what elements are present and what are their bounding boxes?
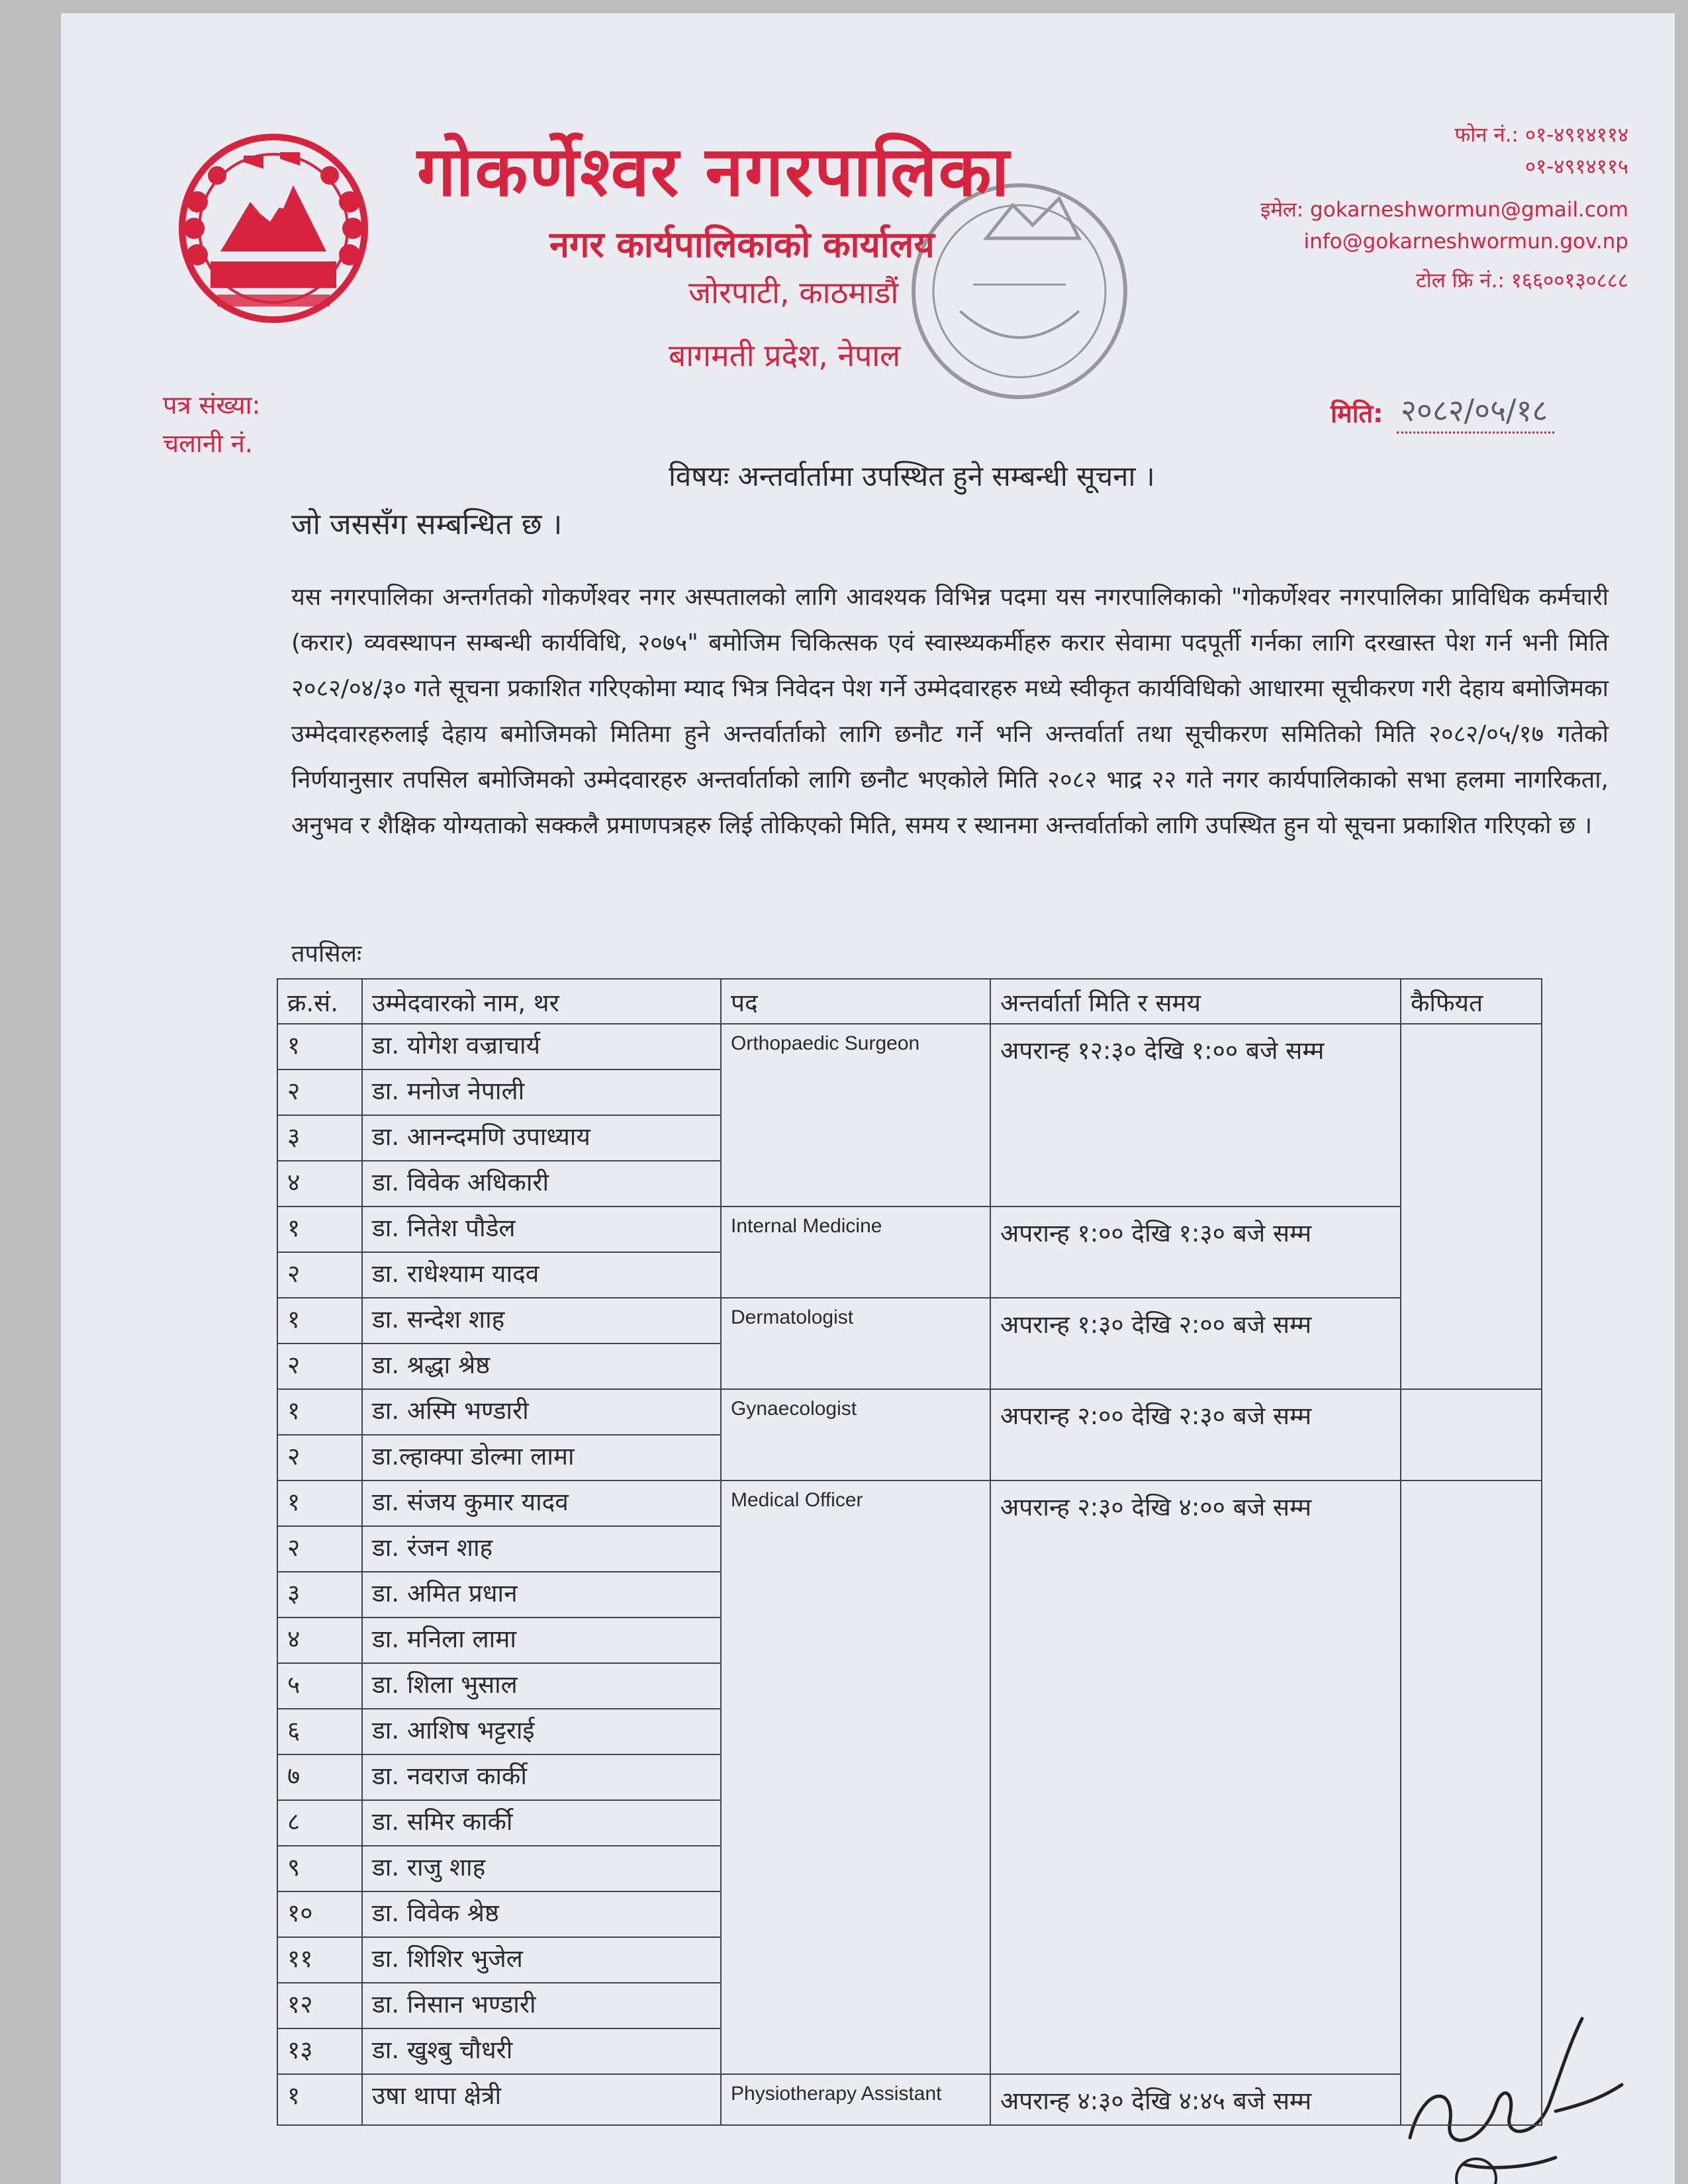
notice-body: यस नगरपालिका अन्तर्गतको गोकर्णेश्वर नगर अस्पतालको लागि आवश्यक विभिन्न पदमा यस नगरपालिकाको "गोकर्णेश्वर नगरपालिका प्राविधिक कर्मचारी (करार) व्यवस्थापन सम्बन्धी कार्यविधि, २०७५" बमोजिम चिकित्सक एवं स्वास्थ्यकर्मीहरु करार सेवामा पदपूर्ती गर्नका लागि दरखास्त पेश गर्न भनी मिति २०८२/०४/३० गते सूचना प्रकाशित गरिएकोमा म्याद भित्र निवेदन पेश गर्ने उम्मेदवारहरु मध्ये स्वीकृत कार्यविधिको आधारमा सूचीकरण गरी देहाय बमोजिमका उम्मेदवारहरुलाई देहाय बमोजिमको मितिमा हुने अन्तर्वार्ताको लागि छनौट गर्ने भनि अन्तर्वार्ता तथा सूचीकरण समितिको मिति २०८२/०५/१७ गतेको निर्णयानुसार तपसिल बमोजिमको उम्मेदवारहरु अन्तर्वार्ताको लागि छनौट भएकोले मिति २०८२ भाद्र २२ गते नगर कार्यपालिकाको सभा हलमा नागरिकता, अनुभव र शैक्षिक योग्यताको सक्कलै प्रमाणपत्रहरु लिई तोकिएको मिति, समय र स्थानमा अन्तर्वार्ताको लागि उपस्थित हुन यो सूचना प्रकाशित गरिएको छ । xyxy=(291,584,1609,839)
candidate-name-cell: उषा थापा क्षेत्री xyxy=(362,2074,721,2125)
interview-time-cell: अपरान्ह १२:३० देखि १:०० बजे सम्म xyxy=(990,1024,1401,1206)
serial-cell: ५ xyxy=(277,1663,362,1709)
date-value: २०८२/०५/१८ xyxy=(1397,389,1554,433)
post-cell: Dermatologist xyxy=(721,1298,990,1389)
candidate-name-cell: डा. मनोज नेपाली xyxy=(362,1069,721,1115)
interview-time-cell: अपरान्ह २:०० देखि २:३० बजे सम्म xyxy=(990,1389,1401,1480)
phone-1: फोन नं.: ०१-४९१४११४ xyxy=(1454,123,1628,147)
salutation: जो जससँग सम्बन्धित छ । xyxy=(291,508,563,541)
post-cell: Orthopaedic Surgeon xyxy=(721,1024,990,1206)
table-row xyxy=(277,2074,1542,2125)
serial-cell: २ xyxy=(277,1343,362,1389)
phone-2: ०१-४९१४११५ xyxy=(1524,155,1628,179)
subject-line: विषयः अन्तर्वार्तामा उपस्थित हुने सम्बन्धी सूचना । xyxy=(669,460,1155,492)
serial-cell: १ xyxy=(277,1206,362,1252)
candidate-name-cell: डा. राजु शाह xyxy=(362,1846,721,1891)
interview-time-cell: अपरान्ह १:०० देखि १:३० बजे सम्म xyxy=(990,1206,1401,1298)
serial-cell: २ xyxy=(277,1252,362,1298)
table-row xyxy=(277,1389,1542,1435)
candidate-name-cell: डा. सन्देश शाह xyxy=(362,1298,721,1343)
date-label: मिति: xyxy=(1331,399,1383,428)
table-body xyxy=(277,1024,1542,2125)
interview-time-cell: अपरान्ह २:३० देखि ४:०० बजे सम्म xyxy=(990,1480,1401,2074)
serial-cell: ६ xyxy=(277,1709,362,1754)
serial-cell: ८ xyxy=(277,1800,362,1846)
serial-cell: १ xyxy=(277,1480,362,1526)
serial-cell: १३ xyxy=(277,2028,362,2074)
serial-cell: १ xyxy=(277,1389,362,1435)
candidate-name-cell: डा. खुश्बु चौधरी xyxy=(362,2028,721,2074)
post-cell: Internal Medicine xyxy=(721,1206,990,1298)
interview-time-cell: अपरान्ह १:३० देखि २:०० बजे सम्म xyxy=(990,1298,1401,1389)
email-2: info@gokarneshwormun.gov.np xyxy=(1303,230,1628,253)
candidate-name-cell: डा. श्रद्धा श्रेष्ठ xyxy=(362,1343,721,1389)
serial-cell: ३ xyxy=(277,1572,362,1617)
candidate-name-cell: डा. संजय कुमार यादव xyxy=(362,1480,721,1526)
header-remarks: कैफियत xyxy=(1401,979,1542,1024)
municipality-title: गोकर्णेश्वर नगरपालिका xyxy=(417,131,1011,212)
table-row xyxy=(277,1480,1542,1526)
candidate-name-cell: डा. शिला भुसाल xyxy=(362,1663,721,1709)
remarks-cell xyxy=(1401,1480,1542,2125)
table-header-row xyxy=(277,979,1542,1024)
address-line-1: जोरपाटी, काठमाडौं xyxy=(688,275,899,310)
candidate-name-cell: डा. अस्मि भण्डारी xyxy=(362,1389,721,1435)
candidate-name-cell: डा. शिशिर भुजेल xyxy=(362,1937,721,1983)
candidate-name-cell: डा. आनन्दमणि उपाध्याय xyxy=(362,1115,721,1161)
header-post: पद xyxy=(721,979,990,1024)
candidate-name-cell: डा. मनिला लामा xyxy=(362,1617,721,1663)
header-name: उम्मेदवारको नाम, थर xyxy=(362,979,721,1024)
serial-cell: १२ xyxy=(277,1983,362,2028)
post-cell: Physiotherapy Assistant xyxy=(721,2074,990,2125)
address-line-2: बागमती प्रदेश, नेपाल xyxy=(669,338,901,373)
serial-cell: १ xyxy=(277,2074,362,2125)
table-row xyxy=(277,1206,1542,1252)
interview-time-cell: अपरान्ह ४:३० देखि ४:४५ बजे सम्म xyxy=(990,2074,1401,2125)
emblem-logo-icon xyxy=(171,129,376,328)
candidate-name-cell: डा. रंजन शाह xyxy=(362,1526,721,1572)
candidate-name-cell: डा. आशिष भट्टराई xyxy=(362,1709,721,1754)
candidate-name-cell: डा. विवेक श्रेष्ठ xyxy=(362,1891,721,1937)
serial-cell: ११ xyxy=(277,1937,362,1983)
table-row xyxy=(277,1024,1542,1069)
remarks-cell xyxy=(1401,1024,1542,1389)
serial-cell: १ xyxy=(277,1024,362,1069)
serial-cell: २ xyxy=(277,1526,362,1572)
table-row xyxy=(277,1298,1542,1343)
serial-cell: २ xyxy=(277,1069,362,1115)
office-subtitle: नगर कार्यपालिकाको कार्यालय xyxy=(549,224,935,265)
header-serial: क्र.सं. xyxy=(277,979,362,1024)
candidate-name-cell: डा. नितेश पौडेल xyxy=(362,1206,721,1252)
post-cell: Gynaecologist xyxy=(721,1389,990,1480)
toll-free-number: टोल फ्रि नं.: १६६००१३०८८८ xyxy=(1416,269,1628,293)
serial-cell: ४ xyxy=(277,1617,362,1663)
candidate-name-cell: डा. योगेश वज्राचार्य xyxy=(362,1024,721,1069)
candidate-table xyxy=(277,978,1542,2126)
details-label: तपसिलः xyxy=(291,940,362,968)
serial-cell: १ xyxy=(277,1298,362,1343)
candidate-name-cell: डा. निसान भण्डारी xyxy=(362,1983,721,2028)
serial-cell: २ xyxy=(277,1435,362,1480)
candidate-name-cell: डा. राधेश्याम यादव xyxy=(362,1252,721,1298)
serial-cell: ७ xyxy=(277,1754,362,1800)
serial-cell: ९ xyxy=(277,1846,362,1891)
letter-number-label: पत्र संख्या: xyxy=(163,390,261,420)
candidate-name-cell: डा. अमित प्रधान xyxy=(362,1572,721,1617)
serial-cell: ४ xyxy=(277,1161,362,1206)
candidate-name-cell: डा. नवराज कार्की xyxy=(362,1754,721,1800)
header-interview-time: अन्तर्वार्ता मिति र समय xyxy=(990,979,1401,1024)
candidate-name-cell: डा. समिर कार्की xyxy=(362,1800,721,1846)
serial-cell: १० xyxy=(277,1891,362,1937)
candidate-name-cell: डा. विवेक अधिकारी xyxy=(362,1161,721,1206)
post-cell: Medical Officer xyxy=(721,1480,990,2074)
remarks-cell xyxy=(1401,1389,1542,1480)
email-1: इमेल: gokarneshwormun@gmail.com xyxy=(1260,198,1628,222)
candidate-name-cell: डा.ल्हाक्पा डोल्मा लामा xyxy=(362,1435,721,1480)
dispatch-number-label: चलानी नं. xyxy=(163,429,253,458)
serial-cell: ३ xyxy=(277,1115,362,1161)
